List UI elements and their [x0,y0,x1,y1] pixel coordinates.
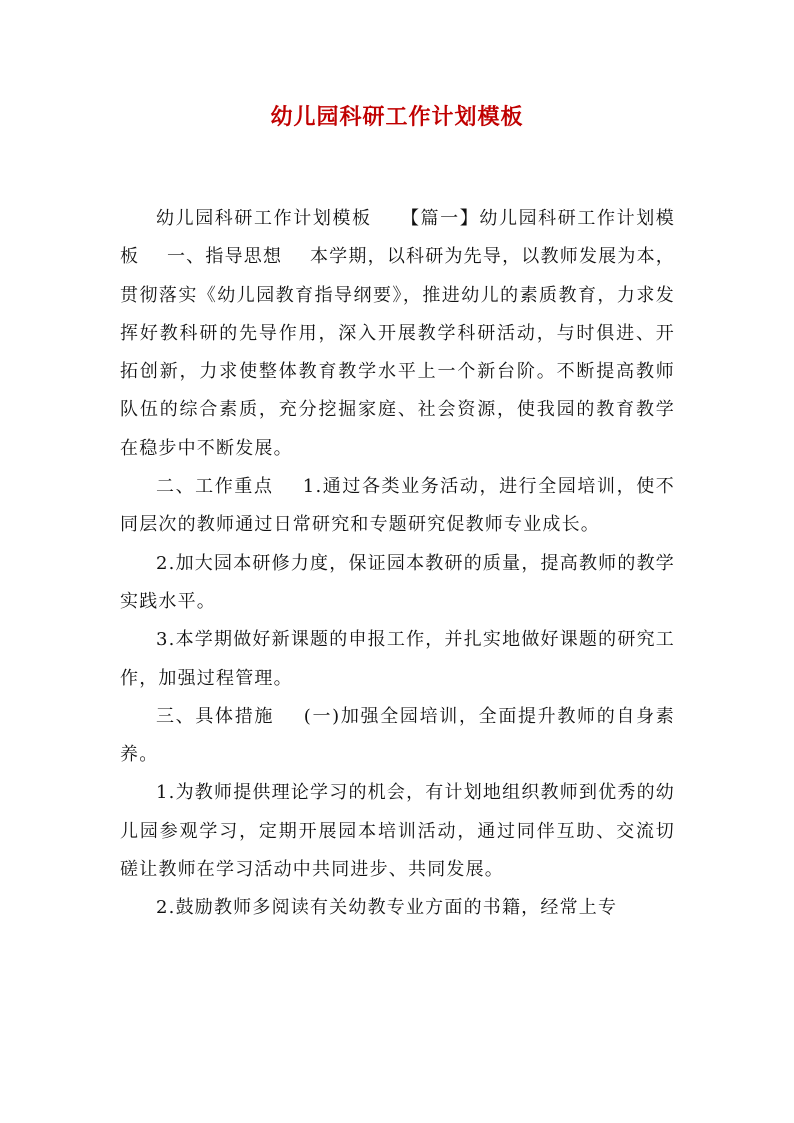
paragraph-intro: 幼儿园科研工作计划模板 【篇一】幼儿园科研工作计划模板 一、指导思想 本学期，以科研为先导，以教师发展为本，贯彻落实《幼儿园教育指导纲要》，推进幼儿的素质教育，力求发挥好教科研的先导作用，深入开展教学科研活动，与时俱进、开拓创新，力求使整体教育教学水平上一个新台阶。不断提高教师队伍的综合素质，充分挖掘家庭、社会资源，使我园的教育教学在稳步中不断发展。 [120,208,675,459]
document-title: 幼儿园科研工作计划模板 [270,104,524,130]
document-body [120,200,675,928]
paragraph-measures: 三、具体措施 (一)加强全园培训，全面提升教师的自身素养。 [120,705,675,766]
paragraph-focus-2: 2.加大园本研修力度，保证园本教研的质量，提高教师的教学实践水平。 [120,552,675,612]
paragraph-measure-1: 1.为教师提供理论学习的机会，有计划地组织教师到优秀的幼儿园参观学习，定期开展园本培训活动，通过同伴互助、交流切磋让教师在学习活动中共同进步、共同发展。 [120,782,675,881]
paragraph-measure-2: 2.鼓励教师多阅读有关幼教专业方面的书籍，经常上专 [156,897,618,919]
paragraph-work-focus: 二、工作重点 1.通过各类业务活动，进行全园培训，使不同层次的教师通过日常研究和专题研究促教师专业成长。 [120,476,675,536]
paragraph-focus-3: 3.本学期做好新课题的申报工作，并扎实地做好课题的研究工作，加强过程管理。 [120,629,675,689]
